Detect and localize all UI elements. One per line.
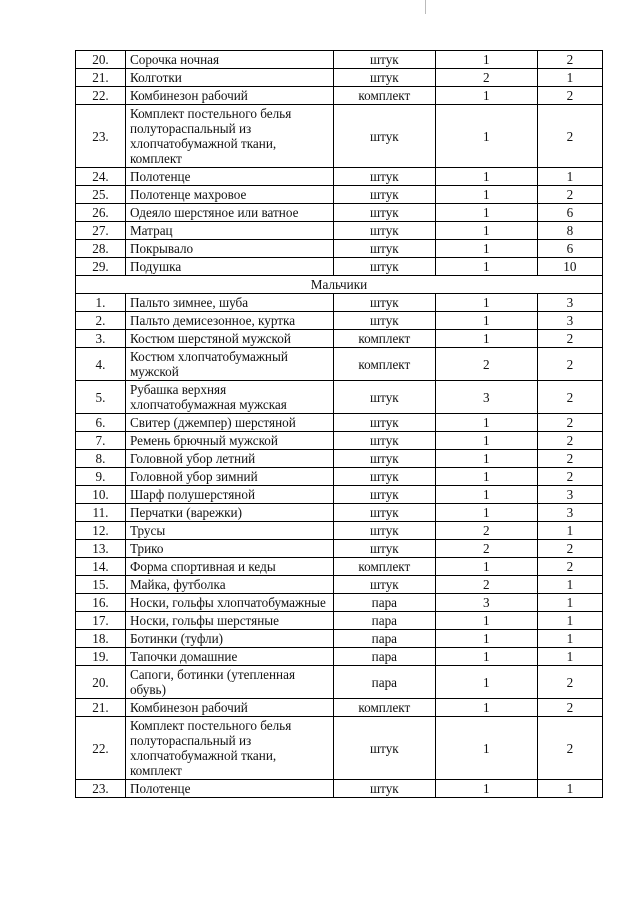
item-name: Подушка bbox=[125, 258, 333, 276]
wear-period-years: 1 bbox=[537, 168, 602, 186]
table-row bbox=[76, 486, 603, 504]
wear-period-years: 2 bbox=[537, 87, 602, 105]
unit-of-measure: штук bbox=[333, 450, 435, 468]
row-number: 10. bbox=[76, 486, 126, 504]
unit-of-measure: штук bbox=[333, 294, 435, 312]
unit-of-measure: штук bbox=[333, 240, 435, 258]
wear-period-years: 2 bbox=[537, 381, 602, 414]
item-name: Носки, гольфы шерстяные bbox=[125, 612, 333, 630]
row-number: 23. bbox=[76, 780, 126, 798]
row-number: 3. bbox=[76, 330, 126, 348]
row-number: 19. bbox=[76, 648, 126, 666]
unit-of-measure: пара bbox=[333, 648, 435, 666]
item-name: Шарф полушерстяной bbox=[125, 486, 333, 504]
row-number: 2. bbox=[76, 312, 126, 330]
row-number: 11. bbox=[76, 504, 126, 522]
quantity: 1 bbox=[435, 699, 537, 717]
table-row bbox=[76, 381, 603, 414]
wear-period-years: 6 bbox=[537, 240, 602, 258]
table-row bbox=[76, 330, 603, 348]
table-row bbox=[76, 630, 603, 648]
unit-of-measure: штук bbox=[333, 414, 435, 432]
quantity: 1 bbox=[435, 312, 537, 330]
unit-of-measure: штук bbox=[333, 204, 435, 222]
table-row bbox=[76, 594, 603, 612]
unit-of-measure: штук bbox=[333, 780, 435, 798]
wear-period-years: 2 bbox=[537, 330, 602, 348]
quantity: 1 bbox=[435, 87, 537, 105]
row-number: 4. bbox=[76, 348, 126, 381]
unit-of-measure: комплект bbox=[333, 558, 435, 576]
table-row bbox=[76, 414, 603, 432]
row-number: 6. bbox=[76, 414, 126, 432]
quantity: 1 bbox=[435, 717, 537, 780]
quantity: 1 bbox=[435, 558, 537, 576]
row-number: 20. bbox=[76, 51, 126, 69]
unit-of-measure: пара bbox=[333, 630, 435, 648]
quantity: 2 bbox=[435, 576, 537, 594]
quantity: 1 bbox=[435, 204, 537, 222]
wear-period-years: 2 bbox=[537, 699, 602, 717]
wear-period-years: 3 bbox=[537, 312, 602, 330]
wear-period-years: 2 bbox=[537, 105, 602, 168]
item-name: Тапочки домашние bbox=[125, 648, 333, 666]
table-row bbox=[76, 87, 603, 105]
unit-of-measure: штук bbox=[333, 468, 435, 486]
quantity: 1 bbox=[435, 258, 537, 276]
row-number: 5. bbox=[76, 381, 126, 414]
quantity: 3 bbox=[435, 381, 537, 414]
row-number: 18. bbox=[76, 630, 126, 648]
row-number: 15. bbox=[76, 576, 126, 594]
item-name: Форма спортивная и кеды bbox=[125, 558, 333, 576]
item-name: Сорочка ночная bbox=[125, 51, 333, 69]
wear-period-years: 2 bbox=[537, 717, 602, 780]
table-row bbox=[76, 612, 603, 630]
item-name: Головной убор зимний bbox=[125, 468, 333, 486]
item-name: Пальто зимнее, шуба bbox=[125, 294, 333, 312]
table-row bbox=[76, 312, 603, 330]
table-row bbox=[76, 105, 603, 168]
table-row bbox=[76, 348, 603, 381]
row-number: 14. bbox=[76, 558, 126, 576]
wear-period-years: 2 bbox=[537, 558, 602, 576]
row-number: 21. bbox=[76, 699, 126, 717]
quantity: 1 bbox=[435, 504, 537, 522]
item-name: Покрывало bbox=[125, 240, 333, 258]
unit-of-measure: комплект bbox=[333, 699, 435, 717]
table-row bbox=[76, 468, 603, 486]
row-number: 13. bbox=[76, 540, 126, 558]
item-name: Полотенце махровое bbox=[125, 186, 333, 204]
row-number: 23. bbox=[76, 105, 126, 168]
table-row bbox=[76, 240, 603, 258]
wear-period-years: 3 bbox=[537, 486, 602, 504]
table-row bbox=[76, 51, 603, 69]
item-name: Майка, футболка bbox=[125, 576, 333, 594]
quantity: 1 bbox=[435, 648, 537, 666]
wear-period-years: 1 bbox=[537, 522, 602, 540]
item-name: Одеяло шерстяное или ватное bbox=[125, 204, 333, 222]
quantity: 1 bbox=[435, 294, 537, 312]
quantity: 1 bbox=[435, 330, 537, 348]
row-number: 9. bbox=[76, 468, 126, 486]
unit-of-measure: пара bbox=[333, 666, 435, 699]
item-name: Трусы bbox=[125, 522, 333, 540]
wear-period-years: 2 bbox=[537, 432, 602, 450]
table-row bbox=[76, 648, 603, 666]
wear-period-years: 2 bbox=[537, 186, 602, 204]
item-name: Головной убор летний bbox=[125, 450, 333, 468]
quantity: 1 bbox=[435, 105, 537, 168]
quantity: 1 bbox=[435, 630, 537, 648]
table-row bbox=[76, 717, 603, 780]
table-row bbox=[76, 699, 603, 717]
row-number: 28. bbox=[76, 240, 126, 258]
quantity: 1 bbox=[435, 51, 537, 69]
wear-period-years: 2 bbox=[537, 540, 602, 558]
item-name: Носки, гольфы хлопчатобумажные bbox=[125, 594, 333, 612]
item-name: Комплект постельного белья полуторaспальный из хлопчатобумажной ткани, комплект bbox=[125, 717, 333, 780]
wear-period-years: 1 bbox=[537, 69, 602, 87]
quantity: 1 bbox=[435, 414, 537, 432]
section-title: Мальчики bbox=[76, 276, 603, 294]
quantity: 1 bbox=[435, 222, 537, 240]
table-row bbox=[76, 540, 603, 558]
wear-period-years: 1 bbox=[537, 630, 602, 648]
quantity: 2 bbox=[435, 69, 537, 87]
quantity: 1 bbox=[435, 450, 537, 468]
row-number: 16. bbox=[76, 594, 126, 612]
item-name: Свитер (джемпер) шерстяной bbox=[125, 414, 333, 432]
unit-of-measure: штук bbox=[333, 69, 435, 87]
row-number: 17. bbox=[76, 612, 126, 630]
item-name: Перчатки (варежки) bbox=[125, 504, 333, 522]
wear-period-years: 8 bbox=[537, 222, 602, 240]
item-name: Ремень брючный мужской bbox=[125, 432, 333, 450]
quantity: 1 bbox=[435, 432, 537, 450]
quantity: 2 bbox=[435, 522, 537, 540]
table-row bbox=[76, 204, 603, 222]
item-name: Костюм хлопчатобумажный мужской bbox=[125, 348, 333, 381]
row-number: 24. bbox=[76, 168, 126, 186]
unit-of-measure: пара bbox=[333, 612, 435, 630]
wear-period-years: 1 bbox=[537, 648, 602, 666]
table-row bbox=[76, 666, 603, 699]
wear-period-years: 2 bbox=[537, 414, 602, 432]
item-name: Полотенце bbox=[125, 780, 333, 798]
quantity: 2 bbox=[435, 540, 537, 558]
item-name: Пальто демисезонное, куртка bbox=[125, 312, 333, 330]
item-name: Комплект постельного белья полуторaспальный из хлопчатобумажной ткани, комплект bbox=[125, 105, 333, 168]
table-row bbox=[76, 450, 603, 468]
unit-of-measure: штук bbox=[333, 486, 435, 504]
row-number: 21. bbox=[76, 69, 126, 87]
table-row bbox=[76, 780, 603, 798]
row-number: 7. bbox=[76, 432, 126, 450]
item-name: Полотенце bbox=[125, 168, 333, 186]
wear-period-years: 2 bbox=[537, 468, 602, 486]
wear-period-years: 1 bbox=[537, 612, 602, 630]
wear-period-years: 2 bbox=[537, 450, 602, 468]
row-number: 22. bbox=[76, 87, 126, 105]
row-number: 22. bbox=[76, 717, 126, 780]
wear-period-years: 3 bbox=[537, 504, 602, 522]
table-row bbox=[76, 186, 603, 204]
table-row bbox=[76, 168, 603, 186]
unit-of-measure: штук bbox=[333, 258, 435, 276]
wear-period-years: 1 bbox=[537, 594, 602, 612]
wear-period-years: 6 bbox=[537, 204, 602, 222]
unit-of-measure: штук bbox=[333, 432, 435, 450]
item-name: Комбинезон рабочий bbox=[125, 699, 333, 717]
clothing-norms-table bbox=[75, 50, 603, 798]
unit-of-measure: комплект bbox=[333, 330, 435, 348]
quantity: 1 bbox=[435, 186, 537, 204]
unit-of-measure: комплект bbox=[333, 348, 435, 381]
unit-of-measure: штук bbox=[333, 168, 435, 186]
unit-of-measure: штук bbox=[333, 186, 435, 204]
table-row bbox=[76, 222, 603, 240]
page-fold-mark bbox=[425, 0, 426, 14]
row-number: 26. bbox=[76, 204, 126, 222]
wear-period-years: 2 bbox=[537, 51, 602, 69]
wear-period-years: 2 bbox=[537, 666, 602, 699]
quantity: 1 bbox=[435, 468, 537, 486]
quantity: 2 bbox=[435, 348, 537, 381]
table-row bbox=[76, 294, 603, 312]
unit-of-measure: штук bbox=[333, 522, 435, 540]
wear-period-years: 1 bbox=[537, 576, 602, 594]
table-row bbox=[76, 504, 603, 522]
unit-of-measure: штук bbox=[333, 576, 435, 594]
row-number: 1. bbox=[76, 294, 126, 312]
table-row bbox=[76, 522, 603, 540]
section-row-boys bbox=[76, 276, 603, 294]
quantity: 1 bbox=[435, 486, 537, 504]
table-row bbox=[76, 558, 603, 576]
item-name: Сапоги, ботинки (утепленная обувь) bbox=[125, 666, 333, 699]
table-row bbox=[76, 69, 603, 87]
wear-period-years: 2 bbox=[537, 348, 602, 381]
table-row bbox=[76, 258, 603, 276]
row-number: 27. bbox=[76, 222, 126, 240]
row-number: 25. bbox=[76, 186, 126, 204]
unit-of-measure: комплект bbox=[333, 87, 435, 105]
quantity: 3 bbox=[435, 594, 537, 612]
quantity: 1 bbox=[435, 240, 537, 258]
table-row bbox=[76, 576, 603, 594]
unit-of-measure: пара bbox=[333, 594, 435, 612]
table-row bbox=[76, 432, 603, 450]
unit-of-measure: штук bbox=[333, 105, 435, 168]
row-number: 12. bbox=[76, 522, 126, 540]
item-name: Рубашка верхняя хлопчатобумажная мужская bbox=[125, 381, 333, 414]
item-name: Комбинезон рабочий bbox=[125, 87, 333, 105]
unit-of-measure: штук bbox=[333, 540, 435, 558]
unit-of-measure: штук bbox=[333, 381, 435, 414]
unit-of-measure: штук bbox=[333, 312, 435, 330]
item-name: Ботинки (туфли) bbox=[125, 630, 333, 648]
unit-of-measure: штук bbox=[333, 717, 435, 780]
wear-period-years: 10 bbox=[537, 258, 602, 276]
item-name: Трико bbox=[125, 540, 333, 558]
row-number: 8. bbox=[76, 450, 126, 468]
unit-of-measure: штук bbox=[333, 504, 435, 522]
item-name: Матрац bbox=[125, 222, 333, 240]
unit-of-measure: штук bbox=[333, 51, 435, 69]
table-body bbox=[76, 51, 603, 798]
unit-of-measure: штук bbox=[333, 222, 435, 240]
item-name: Костюм шерстяной мужской bbox=[125, 330, 333, 348]
quantity: 1 bbox=[435, 780, 537, 798]
item-name: Колготки bbox=[125, 69, 333, 87]
wear-period-years: 1 bbox=[537, 780, 602, 798]
row-number: 20. bbox=[76, 666, 126, 699]
quantity: 1 bbox=[435, 612, 537, 630]
quantity: 1 bbox=[435, 168, 537, 186]
wear-period-years: 3 bbox=[537, 294, 602, 312]
quantity: 1 bbox=[435, 666, 537, 699]
row-number: 29. bbox=[76, 258, 126, 276]
